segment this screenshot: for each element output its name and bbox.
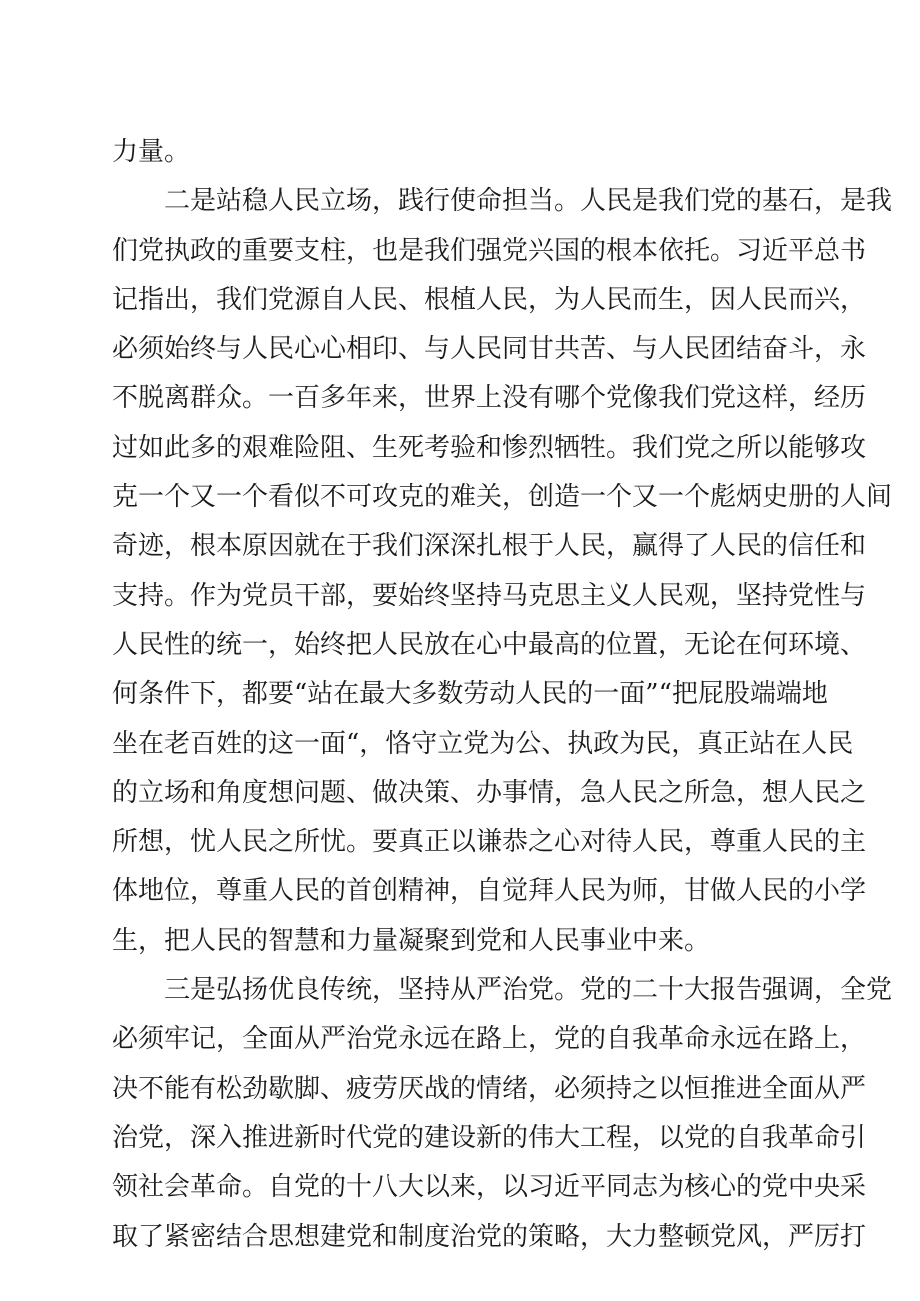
text-line: 决不能有松劲歇脚、疲劳厌战的情绪，必须持之以恒推进全面从严 xyxy=(112,1073,867,1104)
text-line: 何条件下，都要“站在最大多数劳动人民的一面”“把屁股端端地 xyxy=(112,679,828,710)
text-line: 奇迹，根本原因就在于我们深深扎根于人民，赢得了人民的信任和 xyxy=(112,531,867,562)
body-text xyxy=(112,128,893,1262)
text-line: 的立场和角度想问题、做决策、办事情，急人民之所急，想人民之 xyxy=(112,777,867,808)
text-line: 取了紧密结合思想建党和制度治党的策略，大力整顿党风，严厉打 xyxy=(112,1221,867,1252)
text-line: 克一个又一个看似不可攻克的难关，创造一个又一个彪炳史册的人间 xyxy=(112,482,893,513)
text-line: 人民性的统一，始终把人民放在心中最高的位置，无论在何环境、 xyxy=(112,629,867,660)
text-line: 记指出，我们党源自人民、根植人民，为人民而生，因人民而兴， xyxy=(112,284,867,315)
text-line: 生，把人民的智慧和力量凝聚到党和人民事业中来。 xyxy=(112,925,711,956)
text-line: 二是站稳人民立场，践行使命担当。人民是我们党的基石，是我 xyxy=(164,186,893,217)
text-line: 力量。 xyxy=(112,137,191,167)
text-line: 们党执政的重要支柱，也是我们强党兴国的根本依托。习近平总书 xyxy=(112,235,867,266)
text-line: 三是弘扬优良传统，坚持从严治党。党的二十大报告强调，全党 xyxy=(164,975,893,1006)
text-line: 体地位，尊重人民的首创精神，自觉拜人民为师，甘做人民的小学 xyxy=(112,876,867,907)
text-line: 支持。作为党员干部，要始终坚持马克思主义人民观，坚持党性与 xyxy=(112,580,867,611)
text-line: 过如此多的艰难险阻、生死考验和惨烈牺牲。我们党之所以能够攻 xyxy=(112,432,867,463)
text-line: 必须始终与人民心心相印、与人民同甘共苦、与人民团结奋斗，永 xyxy=(112,334,867,365)
text-line: 治党，深入推进新时代党的建设新的伟大工程，以党的自我革命引 xyxy=(112,1122,867,1153)
text-line: 领社会革命。自党的十八大以来，以习近平同志为核心的党中央采 xyxy=(112,1172,867,1203)
text-line: 所想，忧人民之所忧。要真正以谦恭之心对待人民，尊重人民的主 xyxy=(112,827,867,858)
text-line: 坐在老百姓的这一面“，恪守立党为公、执政为民，真正站在人民 xyxy=(112,728,854,759)
text-line: 必须牢记，全面从严治党永远在路上，党的自我革命永远在路上， xyxy=(112,1024,867,1055)
text-line: 不脱离群众。一百多年来，世界上没有哪个党像我们党这样，经历 xyxy=(112,383,867,414)
